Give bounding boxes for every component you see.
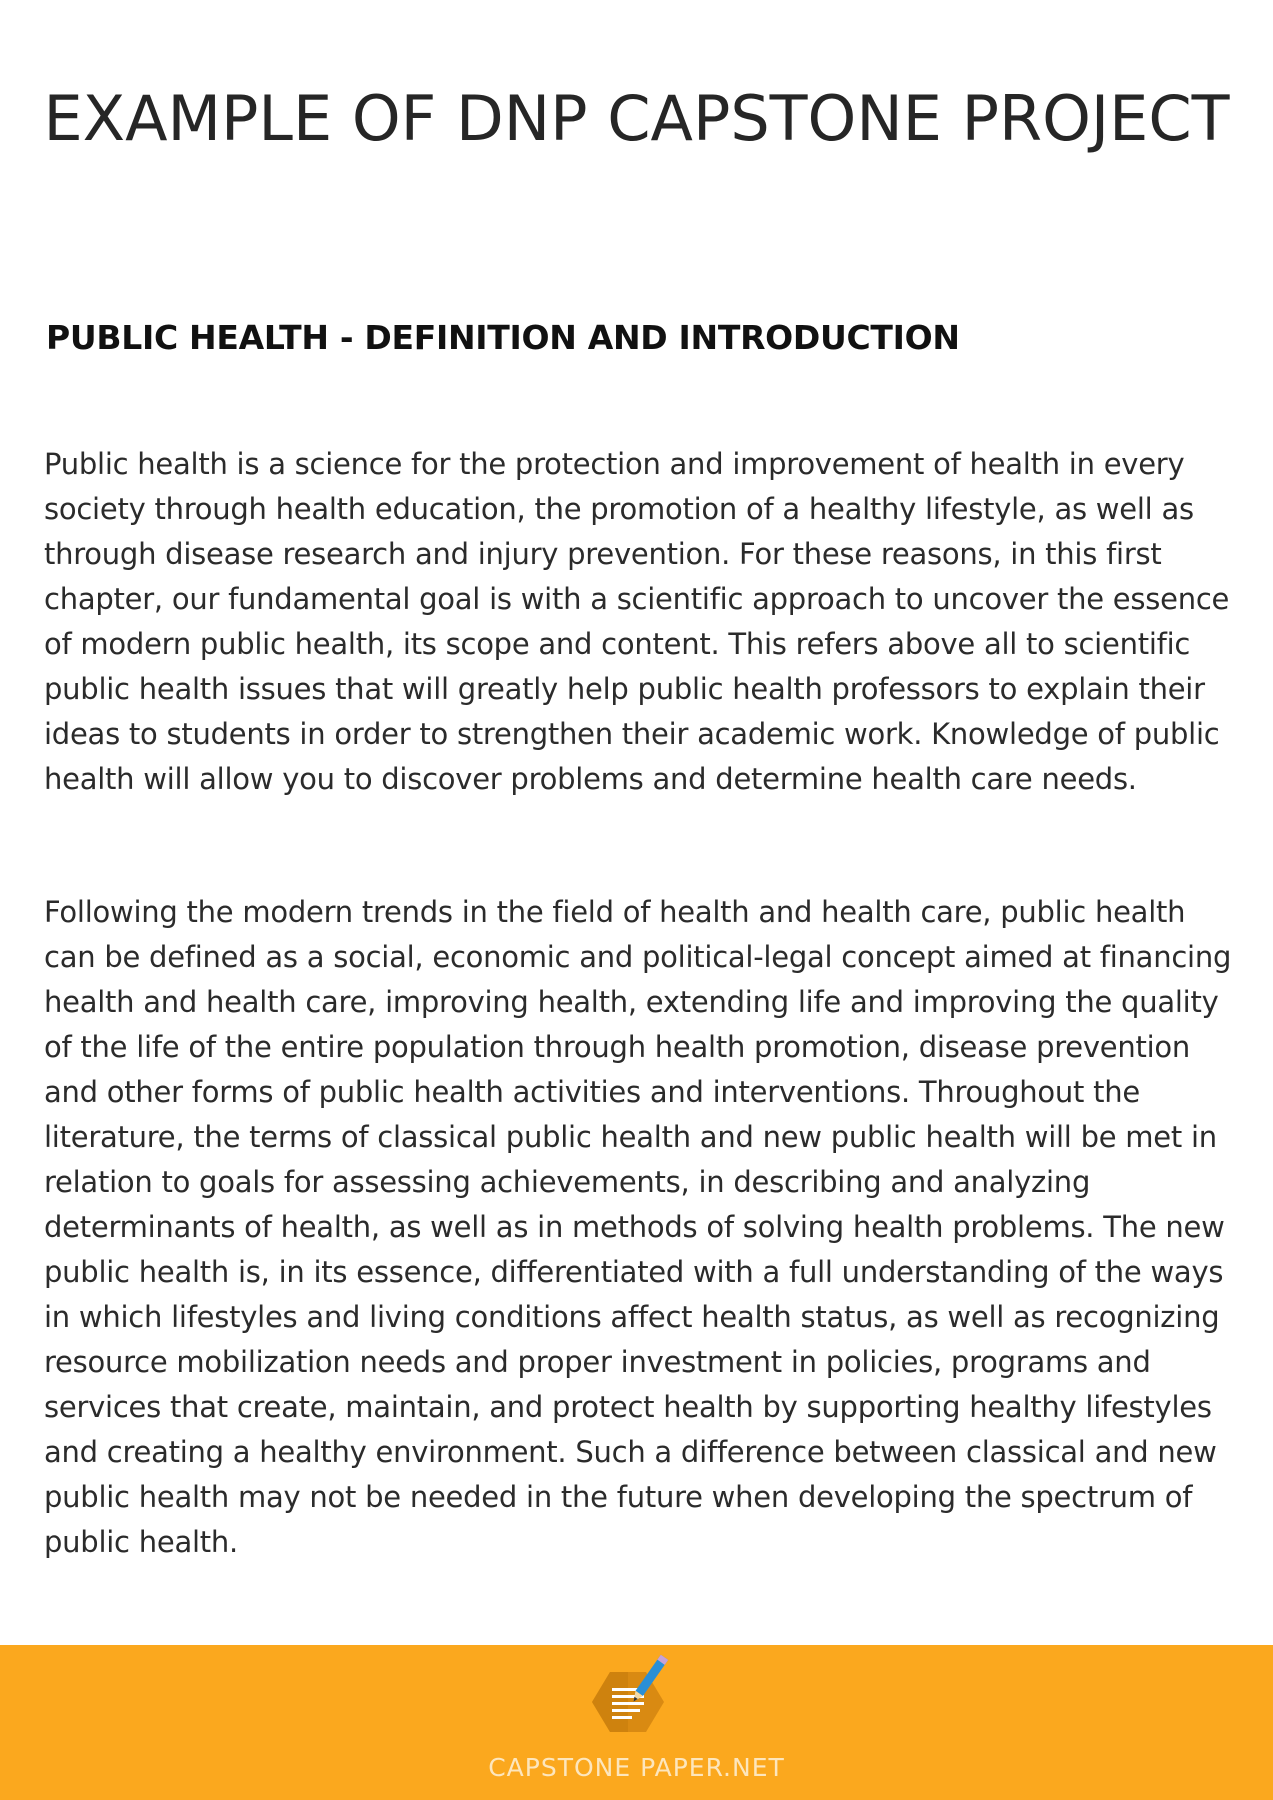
pencil-document-hexagon-icon [588, 1650, 678, 1736]
brand-name: CAPSTONE PAPER.NET [488, 1753, 785, 1782]
body-paragraph: Following the modern trends in the field of health and health care, public health can be defined as a social, economic and political-legal concept aimed at financing health and health care, improving health, extending life and improving the quality of the life of the entire population through health promotion, disease prevention and other forms of public health activities and interventions. Throughout the literature, the terms of classical public health and new public health will be met in relation to goals for assessing achievements, in describing and analyzing determinants of health, as well as in methods of solving health problems. The new public health is, in its essence, differentiated with a full understanding of the ways in which lifestyles and living conditions affect health status, as well as recognizing resource mobilization needs and proper investment in policies, programs and services that create, maintain, and protect health by supporting healthy lifestyles and creating a healthy environment. Such a difference between classical and new public health may not be needed in the future when developing the spectrum of public health. [44, 895, 1232, 1559]
body-paragraph: Public health is a science for the protection and improvement of health in every society through health education, the promotion of a healthy lifestyle, as well as through disease research and injury prevention. For these reasons, in this first chapter, our fundamental goal is with a scientific approach to uncover the essence of modern public health, its scope and content. This refers above all to scientific public health issues that will greatly help public health professors to explain their ideas to students in order to strengthen their academic work. Knowledge of public health will allow you to discover problems and determine health care needs. [44, 447, 1230, 796]
document-title: EXAMPLE OF DNP CAPSTONE PROJECT [43, 82, 1230, 155]
section-heading: PUBLIC HEALTH - DEFINITION AND INTRODUCTION [46, 318, 960, 357]
